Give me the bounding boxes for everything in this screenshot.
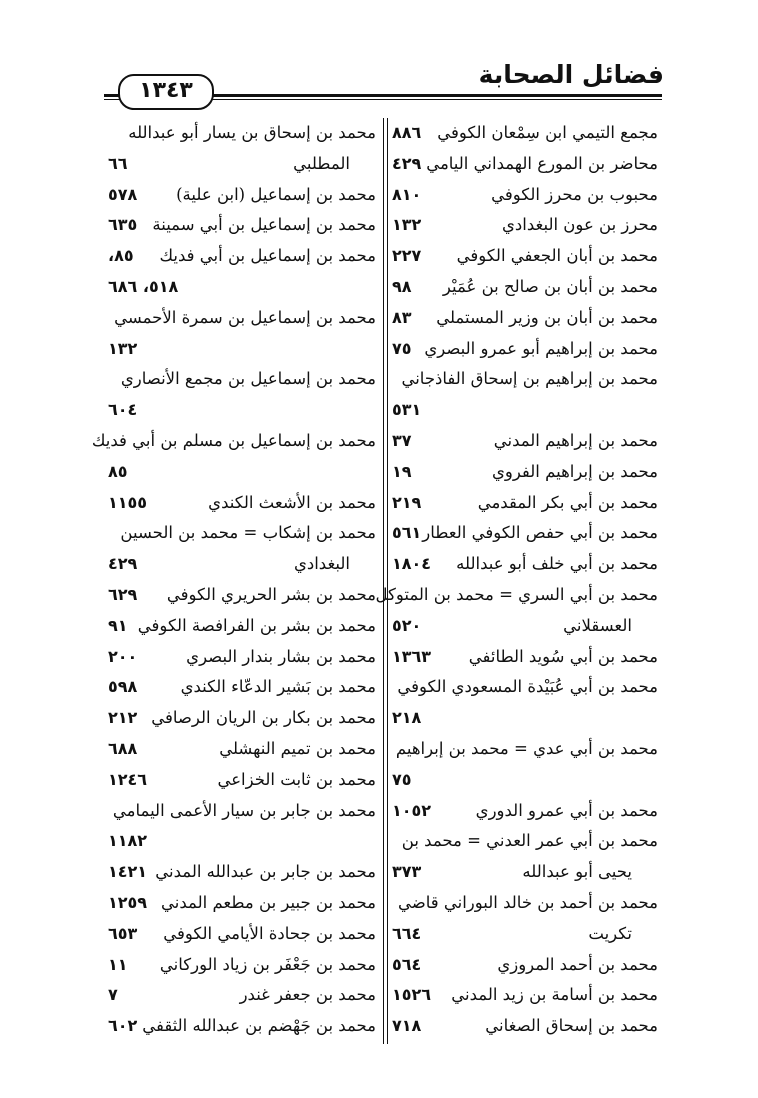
entry-page-number: ٧١٨ (392, 1016, 422, 1036)
index-entry (392, 888, 658, 918)
entry-name: المطلبي (293, 153, 350, 173)
entry-page-number: ٤٢٩ (108, 554, 138, 574)
entry-name: تكريت (588, 923, 632, 943)
entry-name: محمد بن أبي خلف أبو عبدالله (456, 554, 658, 574)
index-entry (392, 426, 658, 456)
index-entry (108, 642, 376, 672)
page-number: ١٣٤٣ (118, 74, 214, 110)
entry-page-number: ٦٦ (108, 153, 128, 173)
index-entry (392, 734, 658, 764)
entry-name: محمد بن إسحاق الصغاني (485, 1016, 658, 1036)
index-entry (392, 703, 658, 733)
entry-page-number: ٥١٨، ٦٨٦ (108, 277, 179, 296)
entry-name: محمد بن إبراهيم المدني (493, 431, 658, 450)
entry-page-number: ١٥٢٦ (392, 985, 432, 1005)
entry-page-number: ٣٧ (392, 431, 412, 450)
entry-name: محمد بن بشر بن الفرافصة الكوفي (137, 615, 376, 635)
entry-name: محمد بن أسامة بن زيد المدني (451, 985, 658, 1005)
entry-page-number: ٦٦٤ (392, 923, 422, 943)
entry-name: محمد بن أبان بن وزير المستملي (436, 307, 658, 327)
entry-page-number: ٥٦١ (392, 523, 422, 543)
index-entry (392, 488, 658, 518)
entry-page-number: ٢١٢ (108, 708, 138, 728)
entry-name: محمد بن بَشير الدعّاء الكندي (180, 677, 376, 697)
entry-name: محمد بن أبي سُويد الطائفي (468, 646, 658, 666)
entry-name: محمد بن أبي عدي = محمد بن إبراهيم (395, 739, 658, 758)
entry-page-number: ٨١٠ (392, 184, 422, 204)
index-entry (108, 395, 376, 425)
entry-page-number: ٤٢٩ (392, 153, 422, 173)
entry-name: محمد بن أبي حفص الكوفي العطار (422, 523, 658, 543)
index-entry (108, 334, 376, 364)
index-entry (108, 518, 376, 548)
index-entry (392, 395, 658, 425)
index-entry (108, 1011, 376, 1041)
entry-page-number: ١١٨٢ (108, 831, 148, 851)
entry-name: محمد بن جَهْضم بن عبدالله الثقفي (142, 1016, 376, 1036)
entry-page-number: ٨٥ (108, 461, 128, 481)
entry-page-number: ٣٧٣ (392, 862, 422, 882)
index-entry (108, 210, 376, 240)
index-entry (392, 919, 658, 949)
index-entry (108, 888, 376, 918)
entry-page-number: ١١٥٥ (108, 492, 148, 512)
index-entry (375, 580, 658, 610)
entry-page-number: ٩٨ (392, 277, 412, 296)
index-entry (108, 241, 376, 271)
index-entry (392, 364, 658, 394)
entry-name: محمد بن إسماعيل (ابن علية) (176, 184, 376, 204)
entry-name: محمد بن إسماعيل بن أبي سمينة (152, 215, 376, 235)
entry-name: محمد بن أبي بكر المقدمي (477, 492, 658, 512)
entry-page-number: ٩١ (108, 615, 128, 635)
entry-page-number: ٢١٩ (392, 492, 422, 512)
index-entry (392, 857, 658, 887)
entry-name: محمد بن جَعْفَر بن زياد الوركاني (159, 954, 376, 974)
entry-page-number: ٧٥ (392, 338, 412, 358)
index-entry (108, 611, 376, 641)
entry-name: محمد بن أبي عُبَيْدة المسعودي الكوفي (397, 677, 658, 697)
entry-name: محمد بن أبي عمرو الدوري (475, 800, 658, 820)
index-entry (392, 765, 658, 795)
entry-page-number: ٦٢٩ (108, 585, 138, 604)
entry-name: العسقلاني (563, 615, 632, 635)
entry-name: محمد بن أبان بن صالح بن عُمَيْر (442, 277, 658, 296)
index-entry (392, 796, 658, 826)
index-entry (108, 303, 376, 333)
index-entry (108, 703, 376, 733)
entry-name: محاضر بن المورع الهمداني اليامي (426, 153, 658, 173)
entry-page-number: ٢١٨ (392, 708, 422, 728)
index-entry (392, 826, 658, 856)
entry-name: محمد بن بكار بن الريان الرصافي (151, 708, 376, 728)
index-entry (392, 180, 658, 210)
index-entry (392, 334, 658, 364)
entry-page-number: ٢٢٧ (392, 246, 422, 266)
index-entry (108, 364, 376, 394)
index-entry (392, 980, 658, 1010)
index-entry (392, 210, 658, 240)
entry-page-number: ١٢٤٦ (108, 769, 148, 789)
entry-name: محمد بن إسماعيل بن سمرة الأحمسي (114, 307, 376, 327)
entry-name: محمد بن إبراهيم بن إسحاق الفاذجاني (401, 369, 658, 389)
entry-page-number: ٦٠٢ (108, 1016, 138, 1036)
entry-name: يحيى أبو عبدالله (522, 862, 632, 882)
entry-page-number: ٦٥٣ (108, 923, 138, 943)
entry-name: محمد بن إسماعيل بن أبي فديك (159, 246, 376, 266)
entry-name: محمد بن أبان الجعفي الكوفي (456, 246, 658, 266)
entry-page-number: ٦٠٤ (108, 400, 138, 420)
entry-page-number: ٨٨٦ (392, 123, 422, 142)
index-entry (392, 457, 658, 487)
index-entry (392, 241, 658, 271)
page-title: فضائل الصحابة (478, 60, 664, 89)
index-entry (108, 118, 376, 148)
entry-page-number: ١٢٥٩ (108, 893, 148, 912)
entry-name: مجمع التيمي ابن سِمْعان الكوفي (437, 123, 658, 142)
index-entry (108, 826, 376, 856)
index-entry (108, 580, 376, 610)
index-entry (392, 118, 658, 148)
entry-page-number: ١٨٠٤ (392, 554, 432, 574)
index-entry (108, 488, 376, 518)
entry-page-number: ٧٥ (392, 769, 412, 789)
entry-page-number: ٨٥، (108, 246, 134, 266)
entry-page-number: ٥٦٤ (392, 954, 422, 974)
index-entry (392, 272, 658, 302)
entry-name: محمد بن تميم النهشلي (219, 739, 376, 758)
index-entry (392, 1011, 658, 1041)
index-entry (392, 672, 658, 702)
entry-page-number: ٥٩٨ (108, 677, 138, 697)
entry-page-number: ٧ (108, 985, 118, 1005)
entry-name: محمد بن جابر بن سيار الأعمى اليمامي (112, 800, 376, 820)
entry-name: محمد بن جحادة الأيامي الكوفي (163, 923, 376, 943)
entry-name: محمد بن الأشعث الكندي (208, 492, 376, 512)
entry-page-number: ١١ (108, 954, 128, 974)
index-entry (108, 980, 376, 1010)
entry-name: محمد بن إشكاب = محمد بن الحسين (120, 523, 376, 543)
entry-page-number: ٥٢٠ (392, 615, 422, 635)
entry-page-number: ١٣٦٣ (392, 646, 432, 666)
entry-page-number: ٦٨٨ (108, 739, 138, 758)
index-entry (392, 549, 658, 579)
entry-name: محمد بن أبي السري = محمد بن المتوكل (375, 585, 658, 604)
index-entry (108, 457, 376, 487)
index-entry (108, 857, 376, 887)
entry-name: محمد بن إسماعيل بن مسلم بن أبي فديك (91, 431, 376, 450)
entry-name: محمد بن ثابت الخزاعي (217, 769, 376, 789)
index-entry (108, 272, 376, 302)
index-entry (108, 672, 376, 702)
entry-page-number: ٥٧٨ (108, 184, 138, 204)
index-entry (392, 518, 658, 548)
entry-name: محمد بن أحمد بن خالد البوراني قاضي (397, 893, 658, 912)
entry-page-number: ١٣٢ (392, 215, 422, 235)
entry-page-number: ١٩ (392, 461, 412, 481)
index-entry (108, 149, 376, 179)
entry-name: محمد بن إسماعيل بن مجمع الأنصاري (120, 369, 376, 389)
entry-name: محمد بن إسحاق بن يسار أبو عبدالله (128, 123, 376, 142)
index-entry (108, 734, 376, 764)
index-entry (392, 303, 658, 333)
entry-name: محمد بن إبراهيم أبو عمرو البصري (424, 338, 658, 358)
entry-page-number: ٨٣ (392, 307, 412, 327)
index-entry (108, 796, 376, 826)
index-entry (91, 426, 376, 456)
index-entry (392, 642, 658, 672)
entry-page-number: ١٤٢١ (108, 862, 148, 882)
index-entry (108, 919, 376, 949)
entry-name: محمد بن أبي عمر العدني = محمد بن (401, 831, 658, 851)
entry-name: محبوب بن محرز الكوفي (491, 184, 658, 204)
entry-name: محمد بن إبراهيم الفروي (491, 461, 658, 481)
entry-name: البغدادي (293, 554, 350, 574)
entry-name: محمد بن أحمد المروزي (497, 954, 658, 974)
entry-page-number: ٢٠٠ (108, 646, 138, 666)
index-entry (392, 950, 658, 980)
index-entry (392, 149, 658, 179)
index-entry (108, 180, 376, 210)
index-entry (108, 549, 376, 579)
index-entry (108, 765, 376, 795)
index-entry (108, 950, 376, 980)
entry-name: محمد بن جابر بن عبدالله المدني (155, 862, 376, 882)
entry-page-number: ٥٣١ (392, 400, 422, 420)
entry-page-number: ٦٣٥ (108, 215, 138, 235)
entry-name: محمد بن جعفر غندر (239, 985, 376, 1005)
entry-name: محمد بن بشار بندار البصري (186, 646, 376, 666)
index-entry (392, 611, 658, 641)
entry-page-number: ١٠٥٢ (392, 800, 432, 820)
entry-name: محرز بن عون البغدادي (502, 215, 658, 235)
entry-name: محمد بن جبير بن مطعم المدني (161, 893, 376, 912)
entry-page-number: ١٣٢ (108, 338, 138, 358)
entry-name: محمد بن بشر الحريري الكوفي (166, 585, 376, 604)
